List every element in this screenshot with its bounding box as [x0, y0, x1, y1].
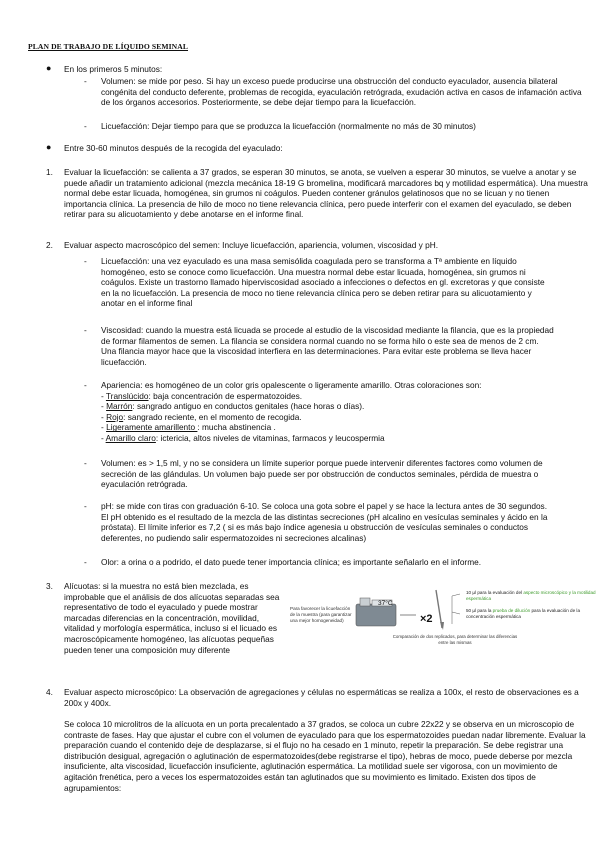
item2-licuefaccion: Licuefacción: una vez eyaculado es una masa semisólida coagulada pero se transforma a Tª ambiente en líquido homogéneo, esto se conoce como licuefacción. Una muestra normal debe estar licuada, homogénea, sin grumos ni coágulos. Existe un trastorno llamado hiperviscosidad asociado a infecciones o defectos en gl. excretoras y que consiste en la no licuefacción. La presencia de moco no tiene relevancia clínica pero se deben retirar para su alicuotamiento y anotar en el informe final	[101, 256, 545, 309]
figure-note-motility: 10 µl para la evaluación del aspecto microscópico y la motilidad espermática	[466, 590, 596, 601]
color-item: - Marrón: sangrado antiguo en conductos genitales (hace horas o días).	[101, 401, 365, 412]
color-item: - Ligeramente amarillento : mucha abstinencia .	[101, 422, 276, 433]
item-number: 4.	[46, 687, 53, 697]
tube-icon	[360, 598, 370, 606]
color-item: - Translúcido: baja concentración de espermatozoides.	[101, 390, 303, 401]
figure-caption: Comparación de dos replicados, para determinar las diferencias entre las mismas	[392, 634, 518, 645]
s1-heading: En los primeros 5 minutos:	[64, 64, 163, 74]
dash-icon: -	[84, 121, 87, 131]
dash-icon: -	[84, 256, 87, 266]
alicuotas-figure	[290, 584, 600, 646]
item2-volumen: Volumen: es > 1,5 ml, y no se considera un límite superior porque puede intervenir diferentes factores como volumen de secreción de las glándulas. Un volumen bajo puede ser por obstrucción de conductos seminales, pérdida de muestra o eyaculación retrógrada.	[101, 458, 543, 490]
item1-licuefaccion: Evaluar la licuefacción: se calienta a 37 grados, se esperan 30 minutos, se anota, se vuelven a esperar 30 minutos, se vuelve a anotar y se puede añadir un tratamiento adicional (mezcla mecánica 18-19 G bromelina, modificará marcadores bq y motilidad espermática). Una muestra normal debe estar licuada, homogénea, sin grumos ni coágulos. Pueden contener gránulos gelatinosos que no se licuan y no tienen importancia clínica. La presencia de hilo de moco no tiene relevancia clínica, pero puede interferir con el examen del eyaculado, se deben retirar para su alicuotamiento y debe anotarse en el informe final.	[64, 167, 588, 220]
apariencia-heading: Apariencia: es homogéneo de un color gris opalescente o ligeramente amarillo. Otras coloraciones son:	[101, 380, 482, 390]
dash-icon: -	[84, 458, 87, 468]
water-bath-icon	[356, 604, 396, 626]
item2-viscosidad: Viscosidad: cuando la muestra está licuada se procede al estudio de la viscosidad mediante la filancia, que es la propiedad de formar filamentos de semen. La filancia se considera normal cuando no se forma hilo o este sea de menos de 2 cm. Una filancia mayor hace que la viscosidad interfiera en las determinaciones. Para evitar este problema se lleva hacer licuefacción.	[101, 325, 554, 367]
item2-apariencia	[101, 380, 571, 444]
figure-note-concentration: 50 µl para la prueba de dilución para la evaluación de la concentración espermática	[466, 608, 581, 619]
document-title: PLAN DE TRABAJO DE LÍQUIDO SEMINAL	[28, 42, 189, 51]
item-number: 2.	[46, 240, 53, 250]
item4-heading: Evaluar aspecto microscópico: La observación de agregaciones y células no espermáticas se realiza a 100x, el resto de observaciones es a 200x y 400x.	[64, 687, 579, 708]
dash-icon: -	[84, 325, 87, 335]
color-item: - Amarillo claro: ictericia, altos niveles de vitaminas, farmacos y leucospermia	[101, 432, 385, 443]
dash-icon: -	[84, 501, 87, 511]
item2-ph: pH: se mide con tiras con graduación 6-10. Se coloca una gota sobre el papel y se hace la lectura antes de 30 segundos. El pH obtenido es el resultado de la mezcla de las distintas secreciones (pH alcalino en vesículas seminales y ácido en la próstata). El límite inferior es 7,2 ( si es más bajo índice agenesia u obstrucción de vesículas seminales o conductos deferentes, no pudiendo salir espermatozoides ni secreciones alcalinas)	[101, 501, 548, 543]
item-number: 3.	[46, 581, 53, 591]
item2-olor: Olor: a orina o a podrido, el dato puede tener importancia clínica; es importante señalarlo en el informe.	[101, 557, 482, 567]
s1-volumen: Volumen: se mide por peso. Si hay un exceso puede producirse una obstrucción del conducto eyaculador, ausencia bilateral congénita del conducto deferente, problemas de recogida, eyaculación retrógrada, exudación activa en casos de infamación activa de los órganos accesorios. Posteriormente, se debe dejar tiempo para la licuefacción.	[101, 76, 582, 108]
figure-left-text: Para favorecer la licuefacción de la muestra (para garantizar una mejor homogeneidad)	[290, 606, 352, 623]
dash-icon: -	[84, 76, 87, 86]
dash-icon: -	[84, 557, 87, 567]
item4-body: Se coloca 10 microlitros de la alícuota en un porta precalentado a 37 grados, se coloca un cubre 22x22 y se observa en un microscopio de contraste de fases. Hay que ajustar el cubre con el volumen de eyaculado para que los espermatozoides puedan nadar libremente. Evaluar la preparación cuando el contenido deje de desplazarse, si el flujo no ha cesado en 1 minuto, repetir la preparación. Se debe registrar una distribución desigual, agregación o aglutinación de espermatozoides(debe registrarse el tipo), hebras de moco, puede deberse por mezcla insuficiente, alta viscosidad, licuefacción insuficiente, aglutinación espermática. La motilidad suele ser vigorosa, con un movimiento de agitación frenética, pero a veces los espermatozoides están tan aglutinados que su movimiento es limitado. Existen dos tipos de agrupamientos:	[64, 719, 586, 793]
s2-heading: Entre 30-60 minutos después de la recogida del eyaculado:	[64, 143, 283, 153]
temperature-label: 37°C	[378, 600, 393, 607]
item2-heading: Evaluar aspecto macroscópico del semen: Incluye licuefacción, apariencia, volumen, viscosidad y pH.	[64, 240, 439, 250]
bullet-icon: ●	[46, 142, 52, 152]
s1-licuefaccion: Licuefacción: Dejar tiempo para que se produzca la licuefacción (normalmente no más de 30 minutos)	[101, 121, 476, 131]
bullet-icon: ●	[46, 63, 52, 73]
color-item: - Rojo: sangrado reciente, en el momento de recogida.	[101, 411, 302, 422]
dash-icon: -	[84, 380, 87, 390]
item3-alicuotas: Alícuotas: si la muestra no está bien mezclada, es improbable que el análisis de dos alícuotas separadas sea representativo de todo el eyaculado y puede mostrar marcadas diferencias en la concentración, movilidad, vitalidad y morfología espermática, incluso si el licuado es macroscópicamente homogéneo, las alícuotas pequeñas pueden tener una composición muy diferente	[64, 581, 280, 655]
replicate-count: ×2	[420, 613, 433, 625]
item-number: 1.	[46, 167, 53, 177]
